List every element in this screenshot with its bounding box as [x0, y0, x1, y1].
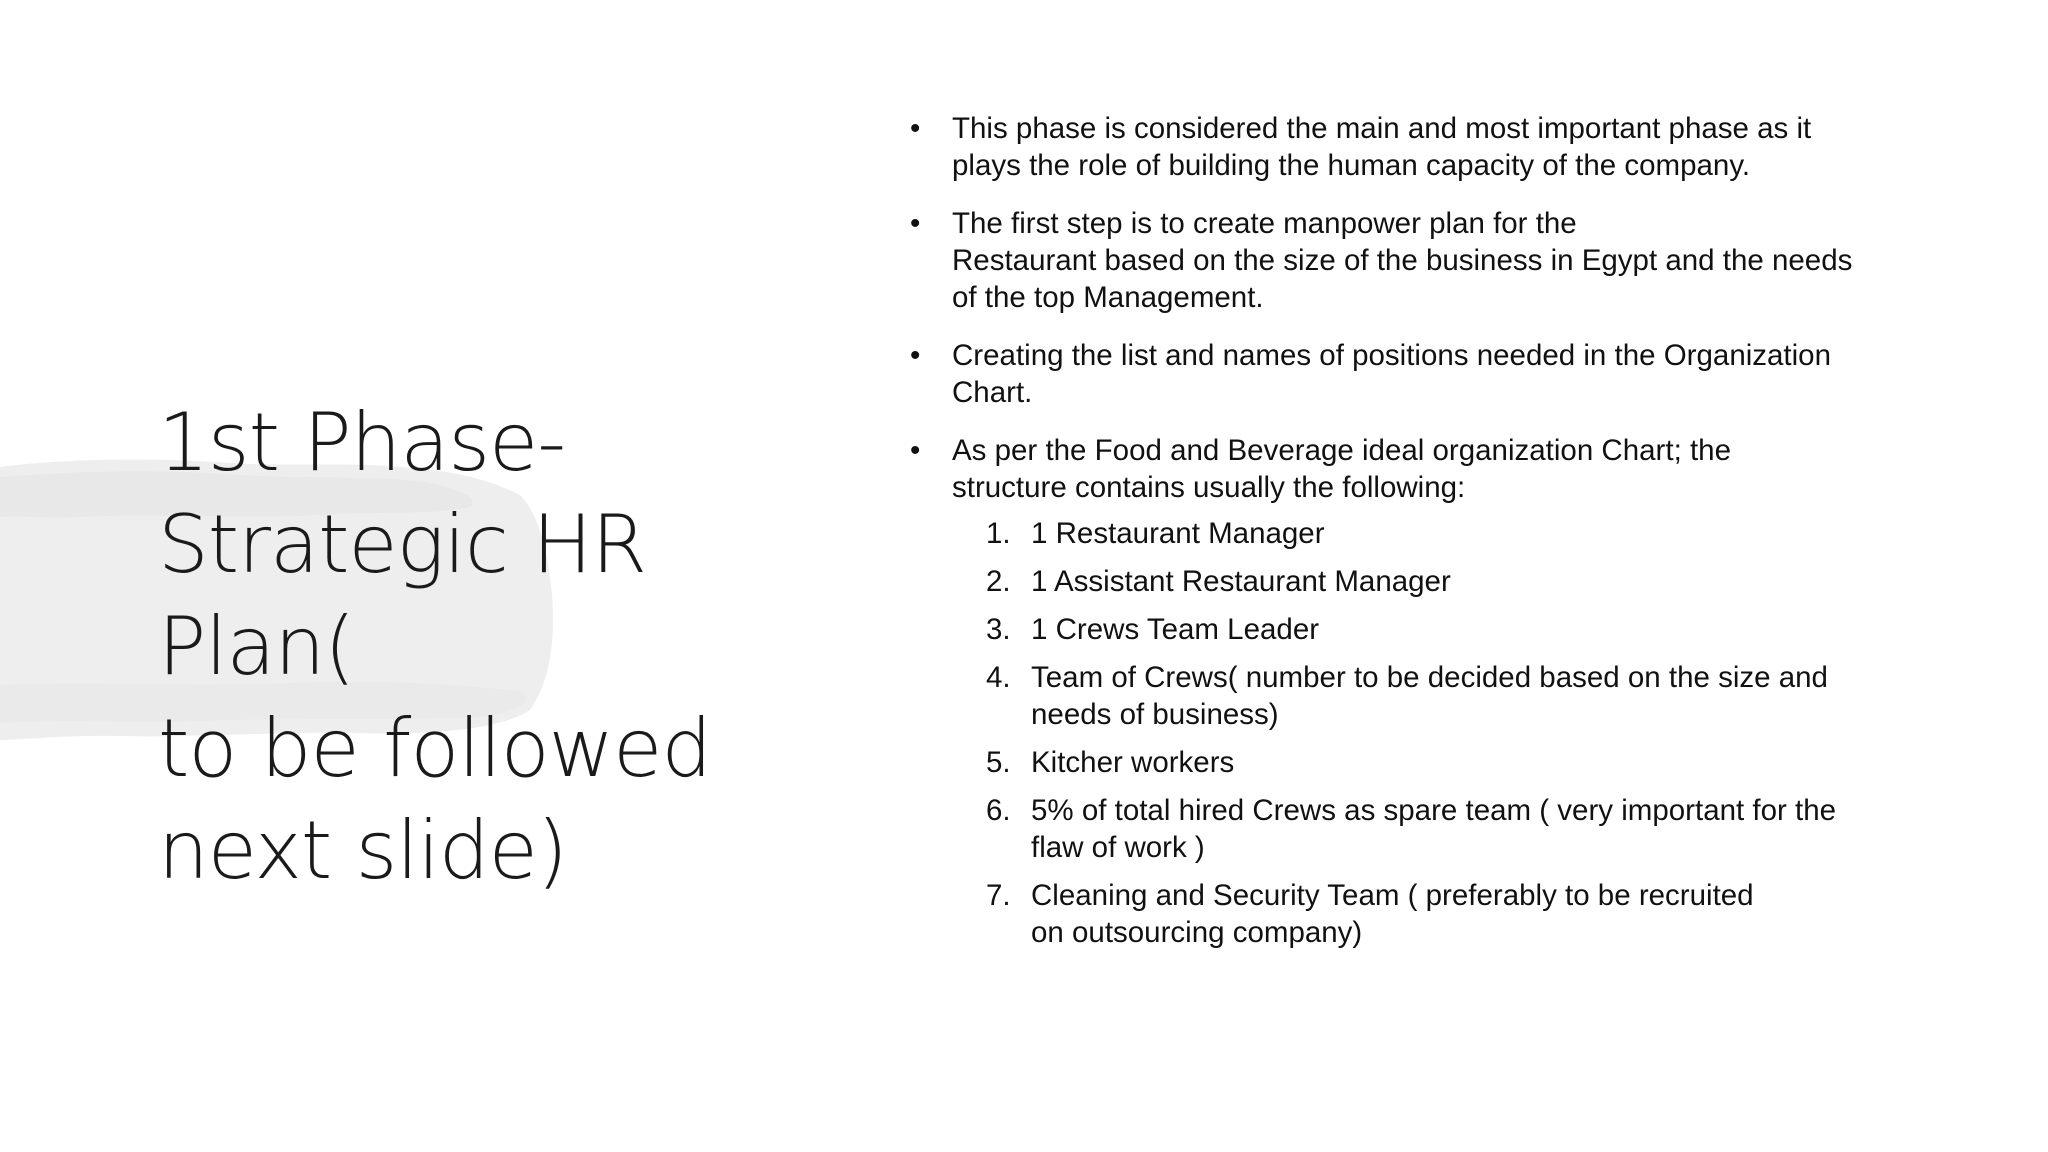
- position-item: [908, 659, 1918, 733]
- bullet-item: [908, 110, 1918, 184]
- bullet-item: [908, 432, 1918, 506]
- bullet-text: The first step is to create manpower plan for the Restaurant based on the size of the business in Egypt and the needs of the top Management.: [952, 207, 1853, 314]
- position-number: 5.: [986, 746, 1011, 779]
- bullet-text: Creating the list and names of positions needed in the Organization Chart.: [952, 339, 1831, 409]
- bullet-dot-icon: •: [910, 112, 921, 145]
- bullet-item: [908, 337, 1918, 411]
- position-text: 1 Crews Team Leader: [1031, 613, 1320, 646]
- slide-title: 1st Phase- Strategic HR Plan( to be followed next slide): [158, 396, 712, 897]
- position-text: Kitcher workers: [1031, 746, 1235, 779]
- bullet-text: As per the Food and Beverage ideal organization Chart; the structure contains usually the following:: [952, 434, 1731, 504]
- content-area: [908, 110, 1918, 962]
- position-text: 5% of total hired Crews as spare team ( very important for the flaw of work ): [1031, 794, 1837, 864]
- position-list: [908, 515, 1918, 951]
- position-item: [908, 792, 1918, 866]
- position-item: [908, 877, 1918, 951]
- position-item: [908, 611, 1918, 648]
- position-number: 2.: [986, 565, 1011, 598]
- position-item: [908, 515, 1918, 552]
- bullet-list: [908, 110, 1918, 506]
- position-item: [908, 744, 1918, 781]
- bullet-dot-icon: •: [910, 207, 921, 240]
- position-number: 3.: [986, 613, 1011, 646]
- position-text: Cleaning and Security Team ( preferably to be recruited on outsourcing company): [1031, 879, 1754, 949]
- position-text: 1 Restaurant Manager: [1031, 517, 1325, 550]
- position-number: 6.: [986, 794, 1011, 827]
- position-number: 7.: [986, 879, 1011, 912]
- bullet-text: This phase is considered the main and most important phase as it plays the role of building the human capacity of the company.: [952, 112, 1812, 182]
- bullet-dot-icon: •: [910, 434, 921, 467]
- position-number: 4.: [986, 661, 1011, 694]
- bullet-dot-icon: •: [910, 339, 921, 372]
- position-text: Team of Crews( number to be decided based on the size and needs of business): [1031, 661, 1828, 731]
- bullet-item: [908, 205, 1918, 316]
- position-item: [908, 563, 1918, 600]
- position-text: 1 Assistant Restaurant Manager: [1031, 565, 1451, 598]
- position-number: 1.: [986, 517, 1011, 550]
